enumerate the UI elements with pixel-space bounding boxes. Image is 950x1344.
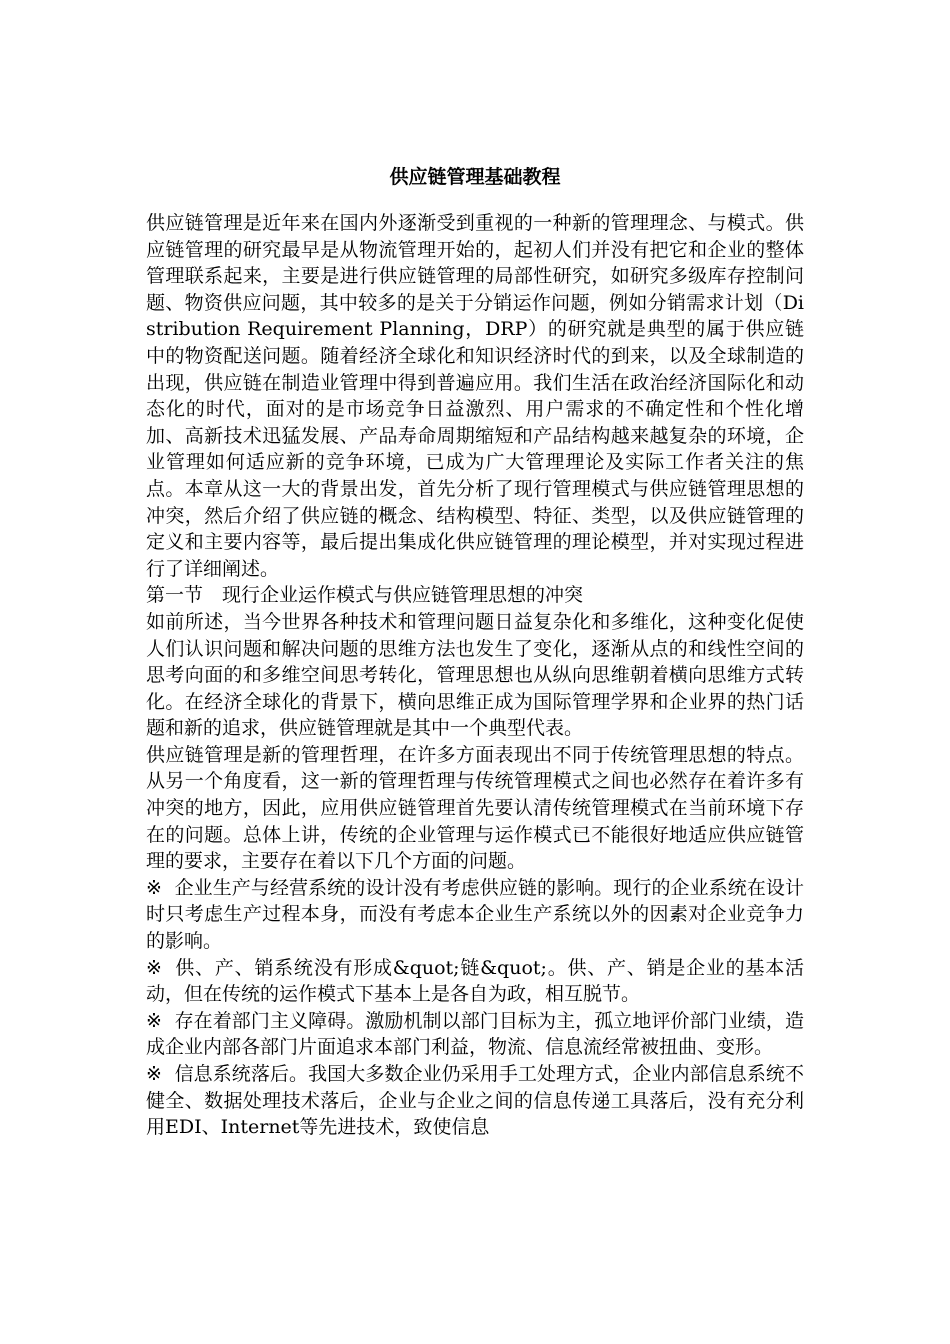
bullet-mark: ※ <box>146 956 162 979</box>
bullet-text: 存在着部门主义障碍。激励机制以部门目标为主，孤立地评价部门业绩，造成企业内部各部门片面追求本部门利益，物流、信息流经常被扭曲、变形。 <box>146 1009 804 1059</box>
section-heading: 第一节 现行企业运作模式与供应链管理思想的冲突 <box>146 584 584 607</box>
bullet-item <box>146 1008 804 1061</box>
bullet-mark: ※ <box>146 1009 162 1032</box>
bullet-item <box>146 875 804 955</box>
bullet-text: 信息系统落后。我国大多数企业仍采用手工处理方式，企业内部信息系统不健全、数据处理技术落后，企业与企业之间的信息传递工具落后，没有充分利用EDI、Internet等先进技术，致使信息 <box>146 1063 804 1139</box>
bullet-text: 供、产、销系统没有形成&quot;链&quot;。供、产、销是企业的基本活动，但在传统的运作模式下基本上是各自为政，相互脱节。 <box>146 956 804 1006</box>
bullet-item <box>146 955 804 1008</box>
bullet-item <box>146 1061 804 1141</box>
bullet-text: 企业生产与经营系统的设计没有考虑供应链的影响。现行的企业系统在设计时只考虑生产过程本身，而没有考虑本企业生产系统以外的因素对企业竞争力的影响。 <box>146 876 804 953</box>
document-title: 供应链管理基础教程 <box>389 166 561 188</box>
bullet-mark: ※ <box>146 1063 162 1085</box>
intro-paragraph: 供应链管理是近年来在国内外逐渐受到重视的一种新的管理理念、与模式。供应链管理的研究最早是从物流管理开始的，起初人们并没有把它和企业的整体管理联系起来，主要是进行供应链管理的局部性研究，如研究多级库存控制问题、物资供应问题，其中较多的是关于分销运作问题，例如分销需求计划（Distribution Requirement Planning，DRP）的研究就是典型的属于供应链中的物资配送问题。随着经济全球化和知识经济时代的到来，以及全球制造的出现，供应链在制造业管理中得到普遍应用。我们生活在政治经济国际化和动态化的时代，面对的是市场竞争日益激烈、用户需求的不确定性和个性化增加、高新技术迅猛发展、产品寿命周期缩短和产品结构越来越复杂的环境，企业管理如何适应新的竞争环境，已成为广大管理理论及实际工作者关注的焦点。本章从这一大的背景出发，首先分析了现行管理模式与供应链管理思想的冲突，然后介绍了供应链的概念、结构模型、特征、类型，以及供应链管理的定义和主要内容等，最后提出集成化供应链管理的理论模型，并对实现过程进行了详细阐述。 <box>146 212 804 580</box>
paragraph: 供应链管理是新的管理哲理，在许多方面表现出不同于传统管理思想的特点。从另一个角度看，这一新的管理哲理与传统管理模式之间也必然存在着许多有冲突的地方，因此，应用供应链管理首先要认清传统管理模式在当前环境下存在的问题。总体上讲，传统的企业管理与运作模式已不能很好地适应供应链管理的要求，主要存在着以下几个方面的问题。 <box>146 743 804 873</box>
paragraph: 如前所述，当今世界各种技术和管理问题日益复杂化和多维化，这种变化促使人们认识问题和解决问题的思维方法也发生了变化，逐渐从点的和线性空间的思考向面的和多维空间思考转化，管理思想也从纵向思维朝着横向思维方式转化。在经济全球化的背景下，横向思维正成为国际管理学界和企业界的热门话题和新的追求，供应链管理就是其中一个典型代表。 <box>146 610 804 740</box>
bullet-mark: ※ <box>146 876 162 899</box>
document-body <box>146 210 804 1141</box>
